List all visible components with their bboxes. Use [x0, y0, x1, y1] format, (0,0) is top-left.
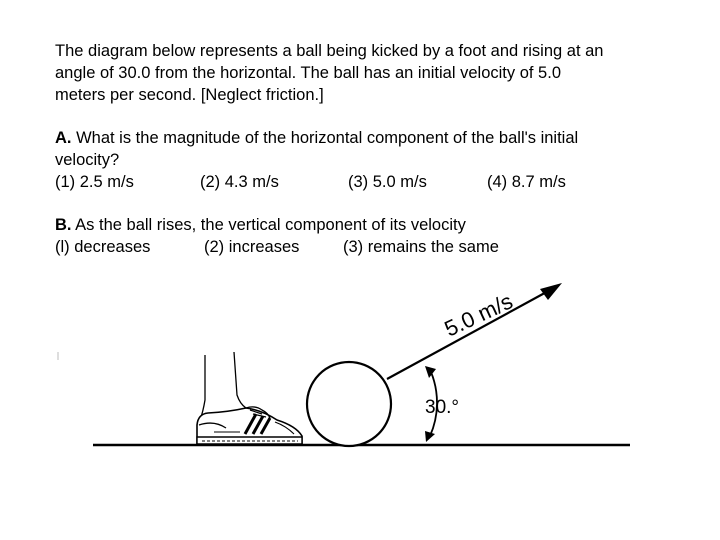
- option-a-2[interactable]: (2) 4.3 m/s: [200, 173, 279, 191]
- angle-label: 30.°: [425, 397, 460, 418]
- option-a-3[interactable]: (3) 5.0 m/s: [348, 173, 427, 191]
- leg-and-shoe-illustration: [197, 352, 302, 444]
- option-a-1[interactable]: (1) 2.5 m/s: [55, 173, 134, 191]
- velocity-label: 5.0 m/s: [440, 288, 517, 342]
- question-b-text: As the ball rises, the vertical component of its velocity: [71, 216, 466, 234]
- question-a-label: A.: [55, 129, 72, 147]
- option-b-3[interactable]: (3) remains the same: [343, 238, 499, 256]
- option-b-1[interactable]: (l) decreases: [55, 238, 151, 256]
- question-a-line-2: velocity?: [55, 151, 120, 169]
- ball: [307, 362, 391, 446]
- question-b-label: B.: [55, 216, 72, 234]
- intro-line-2: angle of 30.0 from the horizontal. The ball has an initial velocity of 5.0: [55, 64, 561, 82]
- question-a-text: What is the magnitude of the horizontal component of the ball's initial: [71, 129, 579, 147]
- option-a-4[interactable]: (4) 8.7 m/s: [487, 173, 566, 191]
- intro-line-3: meters per second. [Neglect friction.]: [55, 86, 324, 104]
- intro-line-1: The diagram below represents a ball being kicked by a foot and rising at an: [55, 42, 604, 60]
- velocity-arrow: [387, 283, 562, 379]
- option-b-2[interactable]: (2) increases: [204, 238, 300, 256]
